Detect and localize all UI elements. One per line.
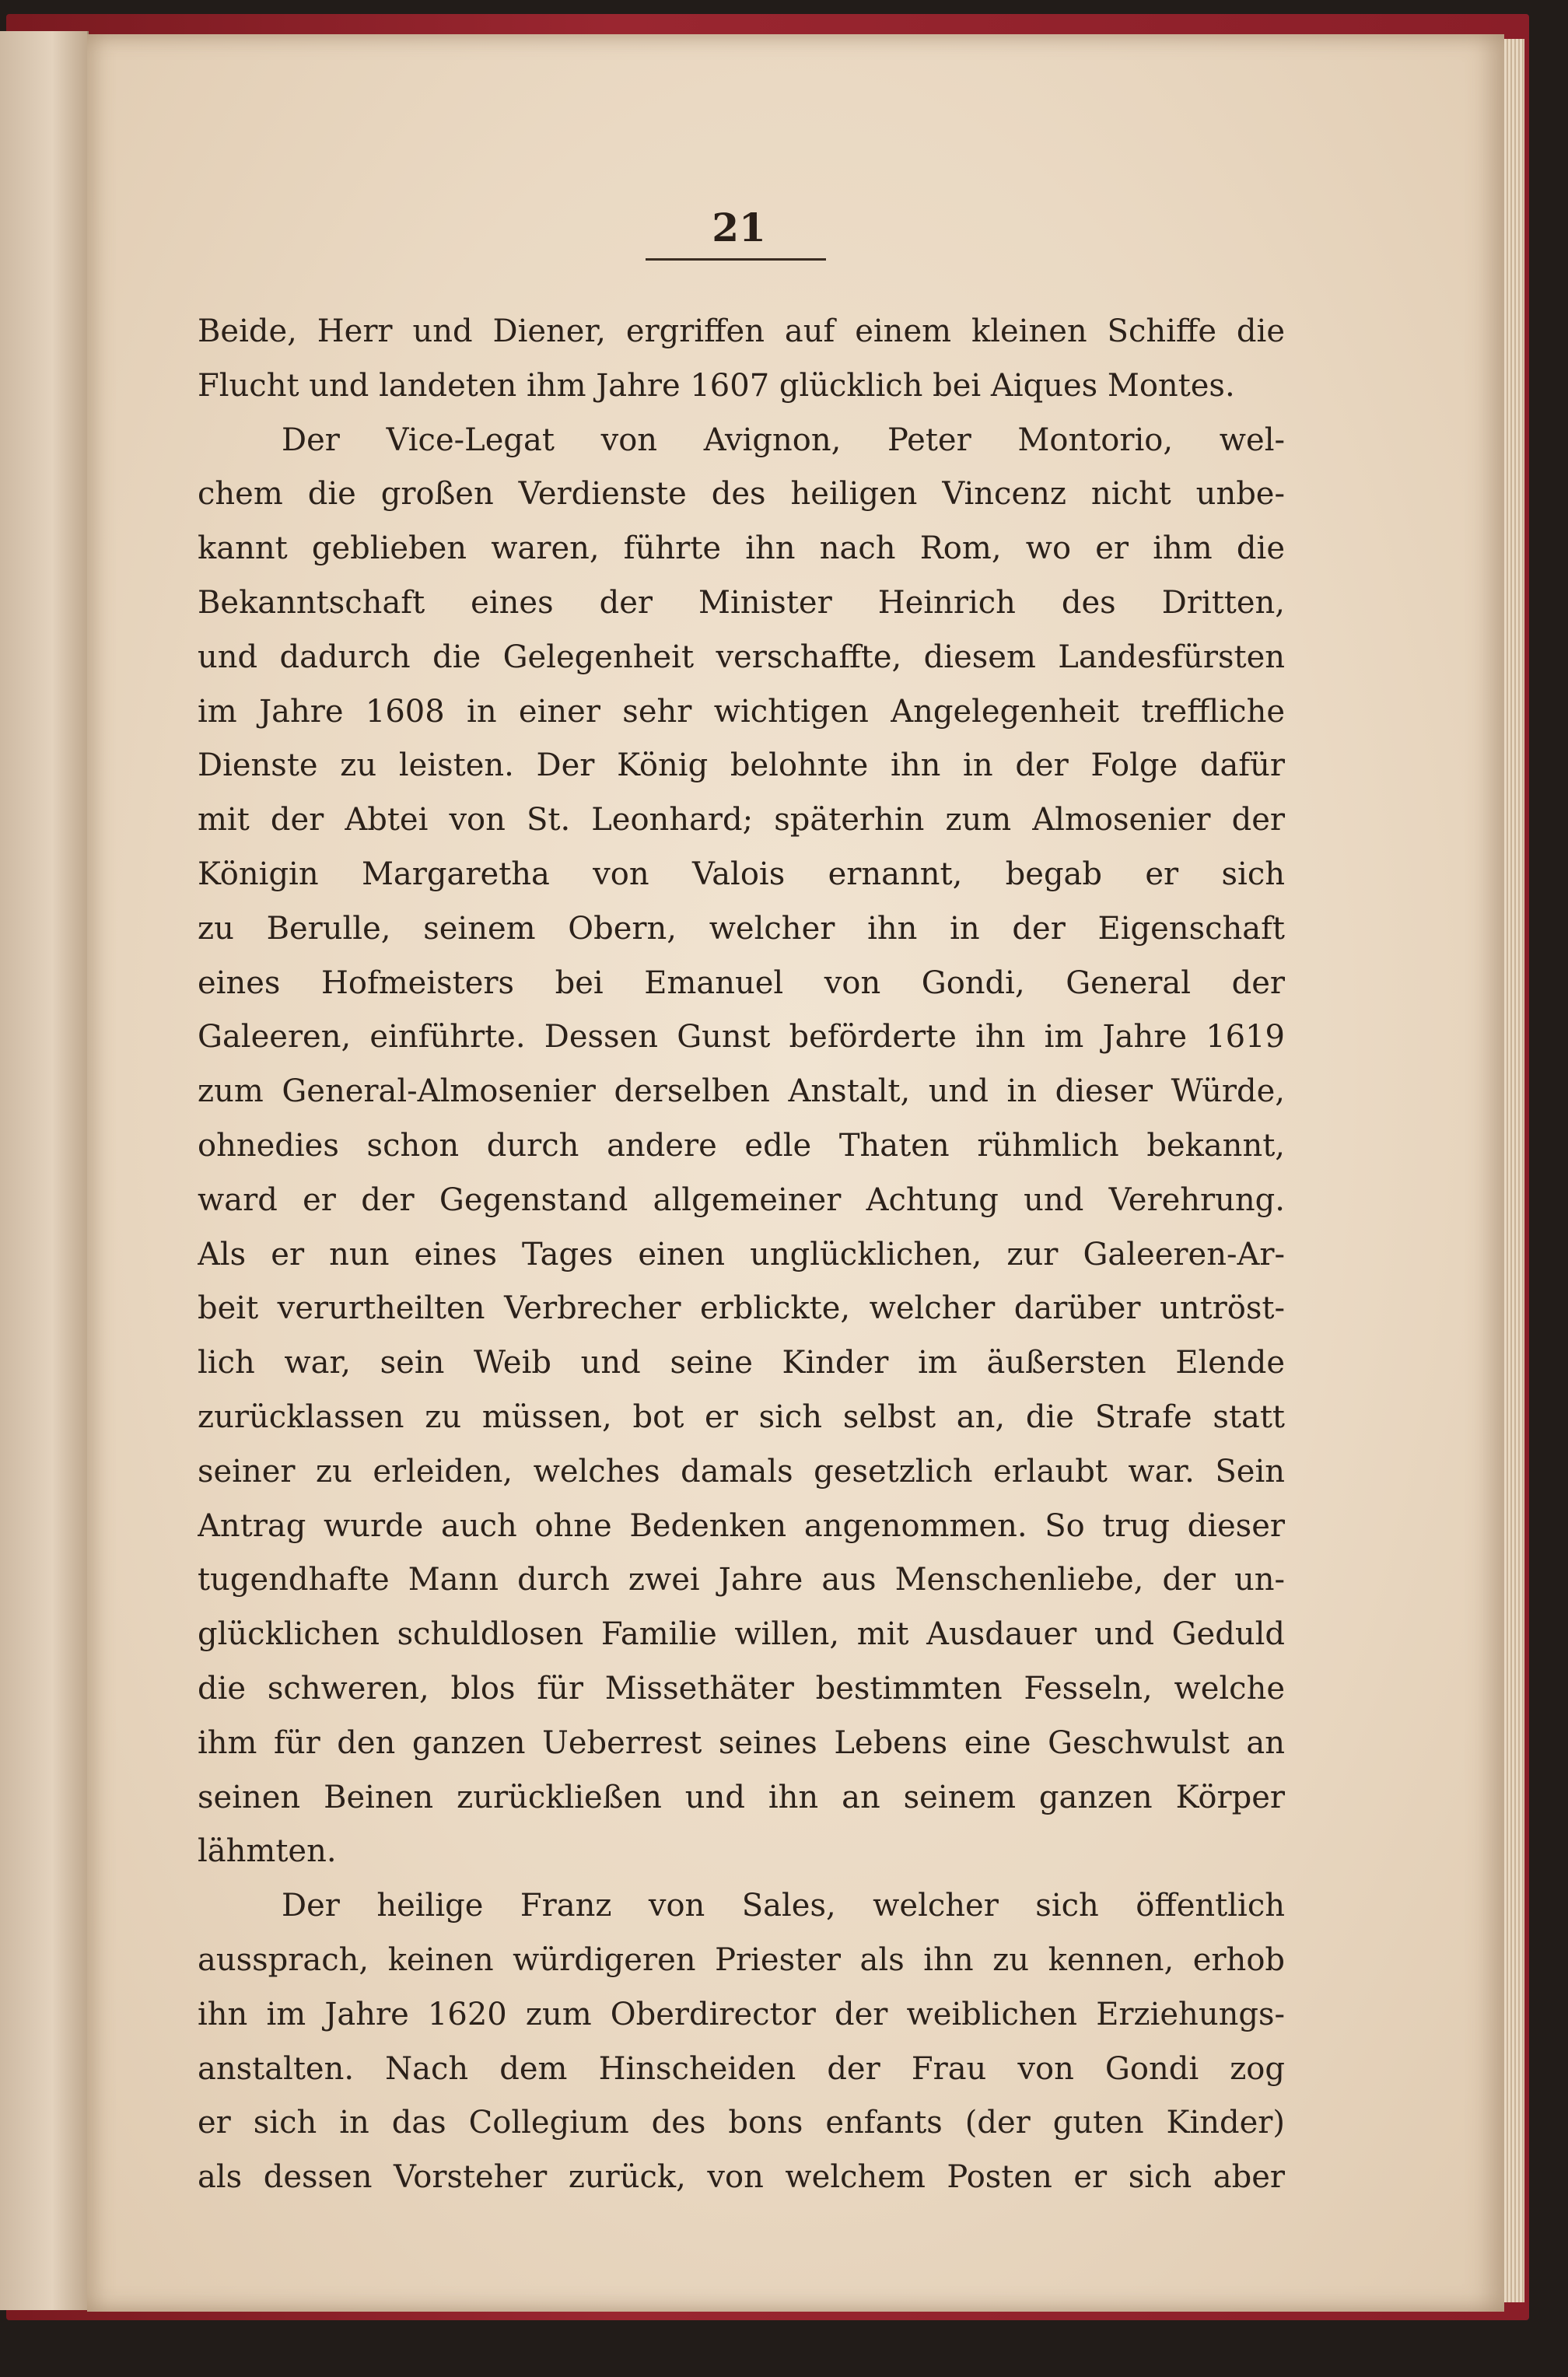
- text-line: Der heilige Franz von Sales, welcher sich öffentlich: [282, 1888, 1285, 1924]
- text-line: zum General-Almosenier derselben Anstalt, und in dieser Würde,: [198, 1073, 1285, 1110]
- page-number-rule: [646, 258, 826, 261]
- text-line: mit der Abtei von St. Leonhard; späterhin zum Almosenier der: [198, 802, 1285, 838]
- text-line: als dessen Vorsteher zurück, von welchem Posten er sich aber: [198, 2159, 1285, 2196]
- text-line: anstalten. Nach dem Hinscheiden der Frau von Gondi zog: [198, 2050, 1285, 2087]
- text-line: Antrag wurde auch ohne Bedenken angenommen. So trug dieser: [198, 1507, 1285, 1544]
- text-line: Flucht und landeten ihm Jahre 1607 glücklich bei Aiques Montes.: [198, 367, 1235, 404]
- text-line: Königin Margaretha von Valois ernannt, begab er sich: [198, 856, 1285, 892]
- text-line: beit verurtheilten Verbrecher erblickte, welcher darüber untröst-: [198, 1290, 1285, 1327]
- text-line: die schweren, blos für Missethäter bestimmten Fesseln, welche: [198, 1670, 1285, 1707]
- text-line: Der Vice-Legat von Avignon, Peter Montorio, wel-: [282, 422, 1285, 458]
- text-line: Beide, Herr und Diener, ergriffen auf einem kleinen Schiffe die: [198, 313, 1285, 349]
- body-text: [198, 305, 1285, 2205]
- text-line: im Jahre 1608 in einer sehr wichtigen Angelegenheit treffliche: [198, 693, 1285, 730]
- text-line: seinen Beinen zurückließen und ihn an seinem ganzen Körper: [198, 1779, 1285, 1815]
- text-line: aussprach, keinen würdigeren Priester als ihn zu kennen, erhob: [198, 1941, 1285, 1978]
- text-line: Dienste zu leisten. Der König belohnte ihn in der Folge dafür: [198, 747, 1285, 784]
- text-line: seiner zu erleiden, welches damals gesetzlich erlaubt war. Sein: [198, 1453, 1285, 1490]
- text-line: ihn im Jahre 1620 zum Oberdirector der weiblichen Erziehungs-: [198, 1996, 1285, 2032]
- text-line: ohnedies schon durch andere edle Thaten rühmlich bekannt,: [198, 1127, 1285, 1164]
- text-line: lähmten.: [198, 1833, 337, 1870]
- text-line: Bekanntschaft eines der Minister Heinrich des Dritten,: [198, 584, 1285, 621]
- page-number: 21: [712, 205, 766, 250]
- text-line: Galeeren, einführte. Dessen Gunst beförderte ihn im Jahre 1619: [198, 1019, 1285, 1055]
- text-line: und dadurch die Gelegenheit verschaffte, diesem Landesfürsten: [198, 639, 1285, 675]
- text-line: zurücklassen zu müssen, bot er sich selbst an, die Strafe statt: [198, 1399, 1285, 1435]
- text-line: Als er nun eines Tages einen unglücklichen, zur Galeeren-Ar-: [198, 1236, 1285, 1273]
- text-line: eines Hofmeisters bei Emanuel von Gondi, General der: [198, 964, 1285, 1001]
- text-line: chem die großen Verdienste des heiligen Vincenz nicht unbe-: [198, 476, 1285, 513]
- page-stack-edge: [1504, 39, 1524, 2302]
- text-line: kannt geblieben waren, führte ihn nach Rom, wo er ihm die: [198, 530, 1285, 567]
- text-line: lich war, sein Weib und seine Kinder im äußersten Elende: [198, 1345, 1285, 1381]
- text-line: tugendhafte Mann durch zwei Jahre aus Menschenliebe, der un-: [198, 1562, 1285, 1598]
- text-line: er sich in das Collegium des bons enfants (der guten Kinder): [198, 2105, 1285, 2141]
- text-line: ward er der Gegenstand allgemeiner Achtung und Verehrung.: [198, 1181, 1285, 1218]
- text-line: zu Berulle, seinem Obern, welcher ihn in der Eigenschaft: [198, 910, 1285, 947]
- left-page-edge: [0, 31, 89, 2310]
- text-line: glücklichen schuldlosen Familie willen, mit Ausdauer und Geduld: [198, 1616, 1285, 1653]
- text-line: ihm für den ganzen Ueberrest seines Lebens eine Geschwulst an: [198, 1724, 1285, 1761]
